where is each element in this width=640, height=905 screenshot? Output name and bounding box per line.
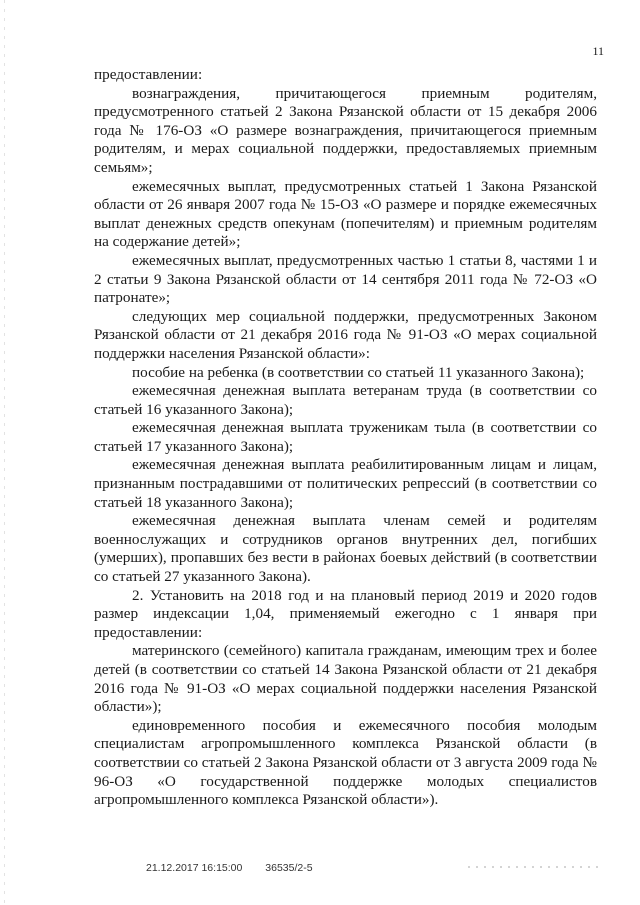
- footer-doc-code: 36535/2-5: [265, 862, 313, 874]
- paragraph-maternity-capital: материнского (семейного) капитала гражданам, имеющим трех и более детей (в соответствии со статьей 14 Закона Рязанской области от 21 декабря 2016 года № 91-ОЗ «О мерах социальной поддержки населения Рязанской области»);: [94, 642, 597, 716]
- paragraph-indexation: 2. Установить на 2018 год и на плановый период 2019 и 2020 годов размер индексации 1,04, применяемый ежегодно с 1 января при предоставлении:: [94, 586, 597, 641]
- scan-noise-artifact: [468, 866, 598, 868]
- paragraph-remuneration: вознаграждения, причитающегося приемным родителям, предусмотренного статьей 2 Закона Рязанской области от 15 декабря 2006 года № 176-ОЗ «О размере вознаграждения, причитающегося приемным родителям, и мерах социальной поддержки, предоставляемых приемным семьям»;: [94, 84, 597, 176]
- paragraph-monthly-payments-guardians: ежемесячных выплат, предусмотренных статьей 1 Закона Рязанской области от 26 января 2007 года № 15-ОЗ «О размере и порядке ежемесячных выплат денежных средств опекунам (попечителям) и приемным родителям на содержание детей»;: [94, 177, 597, 251]
- scan-edge-artifact: [4, 0, 5, 905]
- footer-timestamp: 21.12.2017 16:15:00: [146, 862, 243, 874]
- paragraph-intro: предоставлении:: [94, 66, 203, 83]
- paragraph-labor-veterans: ежемесячная денежная выплата ветеранам труда (в соответствии со статьей 16 указанного Закона);: [94, 382, 597, 418]
- paragraph-military-families: ежемесячная денежная выплата членам семей и родителям военнослужащих и сотрудников органов внутренних дел, погибших (умерших), пропавших без вести в районах боевых действий (в соответствии со статьей 27 указанного Закона).: [94, 512, 597, 586]
- paragraph-patronage: ежемесячных выплат, предусмотренных частью 1 статьи 8, частями 1 и 2 статьи 9 Закона Рязанской области от 14 сентября 2011 года № 72-ОЗ «О патронате»;: [94, 251, 597, 307]
- footer-stamp: [146, 862, 313, 874]
- paragraph-home-front-workers: ежемесячная денежная выплата труженикам тыла (в соответствии со статьей 17 указанного Закона);: [94, 419, 597, 455]
- paragraph-rehabilitated: ежемесячная денежная выплата реабилитированным лицам и лицам, признанным пострадавшими от политических репрессий (в соответствии со статьей 18 указанного Закона);: [94, 456, 597, 511]
- paragraph-child-allowance: пособие на ребенка (в соответствии со статьей 11 указанного Закона);: [132, 363, 585, 381]
- paragraph-support-measures: следующих мер социальной поддержки, предусмотренных Законом Рязанской области от 21 декабря 2016 года № 91-ОЗ «О мерах социальной поддержки населения Рязанской области»:: [94, 307, 597, 362]
- page-number: 11: [592, 44, 604, 58]
- document-body: [94, 66, 597, 810]
- paragraph-young-specialists: единовременного пособия и ежемесячного пособия молодым специалистам агропромышленного комплекса Рязанской области (в соответствии со статьей 2 Закона Рязанской области от 3 августа 2009 года № 96-ОЗ «О государственной поддержке молодых специалистов агропромышленного комплекса Рязанской области»).: [94, 716, 597, 809]
